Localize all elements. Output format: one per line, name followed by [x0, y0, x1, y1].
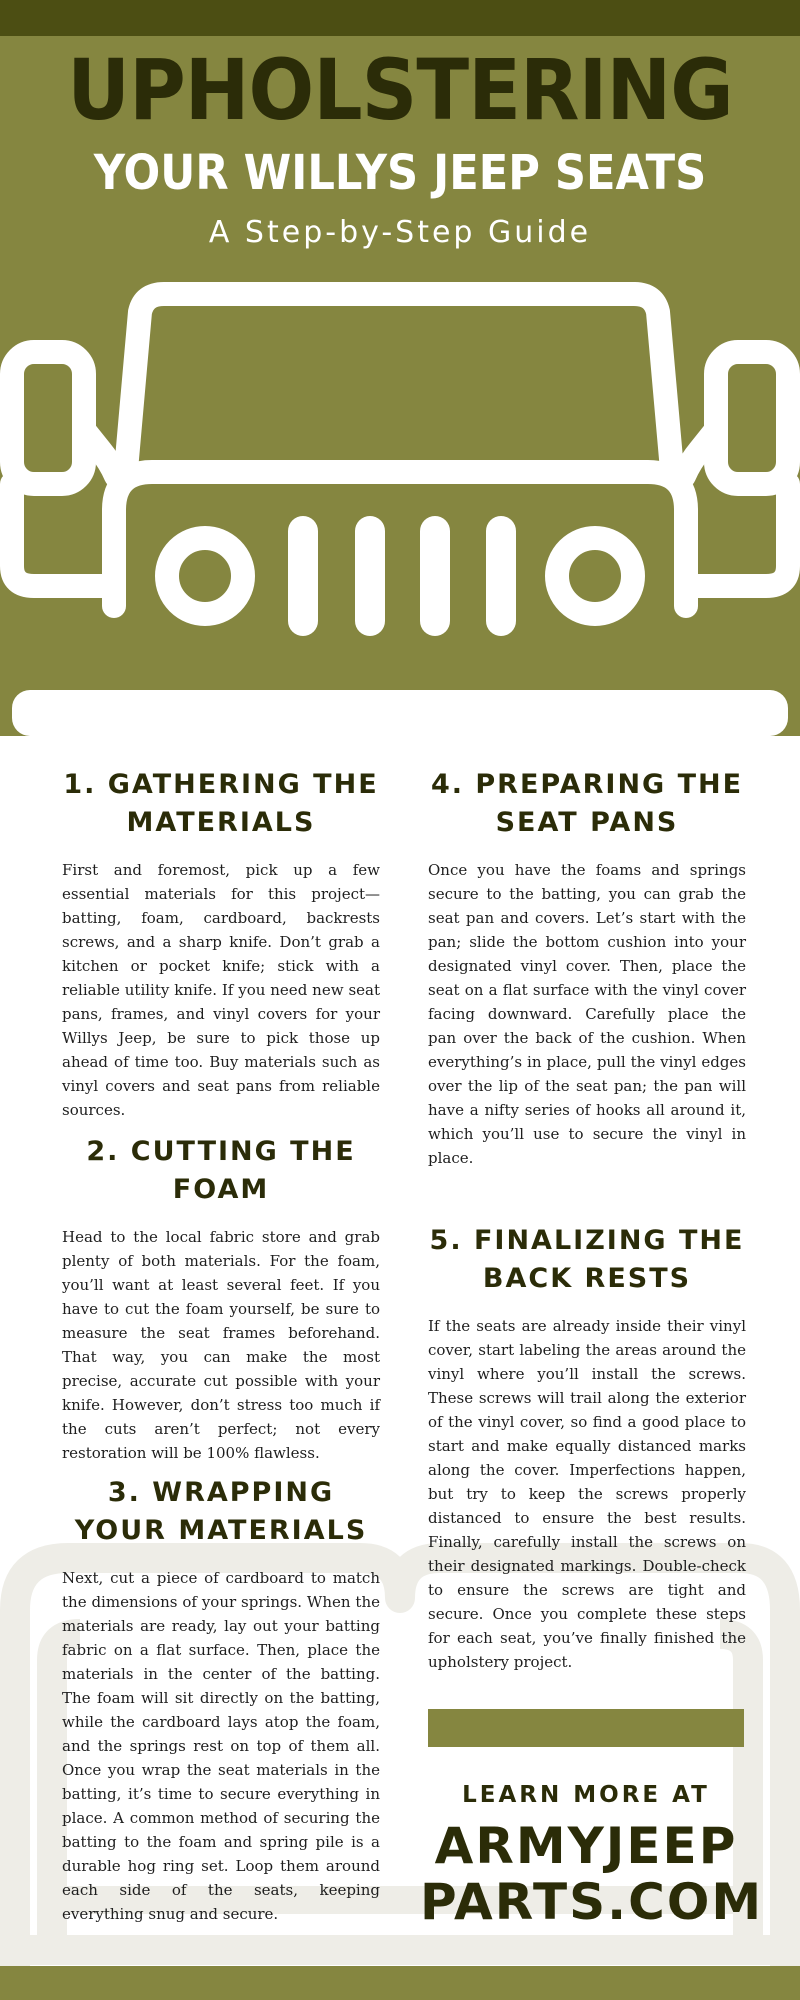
section-finalizing-back-rests [428, 1222, 746, 1674]
jeep-front-icon [0, 280, 800, 736]
cta-label: LEARN MORE AT [462, 1782, 710, 1808]
section-gathering-materials [62, 766, 380, 1122]
section-cutting-foam [62, 1133, 380, 1465]
section-body: Head to the local fabric store and grab plenty of both materials. For the foam, you’ll want at least several feet. If you have to cut the foam yourself, be sure to measure the seat frames beforehand. That way, you can make the most precise, accurate cut possible with your knife. However, don’t stress too much if the cuts aren’t perfect; not every restoration will be 100% flawless. [62, 1228, 380, 1462]
section-body: Once you have the foams and springs secure to the batting, you can grab the seat pan and covers. Let’s start with the pan; slide the bottom cushion into your designated vinyl cover. Then, place the seat on a flat surface with the vinyl cover facing downward. Carefully place the pan over the back of the cushion. When everything’s in place, pull the vinyl edges over the lip of the seat pan; the pan will have a nifty series of hooks all around it, which you’ll use to secure the vinyl in place. [428, 861, 746, 1167]
top-bar [0, 0, 800, 36]
cta-divider-bar [428, 1709, 744, 1747]
section-body: Next, cut a piece of cardboard to match the dimensions of your springs. When the materials are ready, lay out your batting fabric on a flat surface. Then, place the materials in the center of the batting. The foam will sit directly on the batting, while the cardboard lays atop the foam, and the springs rest on top of them all. Once you wrap the seat materials in the batting, it’s time to secure everything in place. A common method of securing the batting to the foam and spring pile is a durable hog ring set. Loop them around each side of the seats, keeping everything snug and secure. [62, 1569, 380, 1923]
cta-site-line-2: PARTS.COM [420, 1873, 764, 1931]
bottom-bar [0, 1966, 800, 2000]
page-tagline: A Step-by-Step Guide [208, 215, 592, 250]
cta-site-line-1: ARMYJEEP [434, 1817, 738, 1875]
section-title: 4. PREPARING THE SEAT PANS [430, 769, 744, 838]
page-subtitle: YOUR WILLYS JEEP SEATS [93, 145, 707, 201]
section-title: 5. FINALIZING THE BACK RESTS [429, 1225, 745, 1294]
section-title: 3. WRAPPING YOUR MATERIALS [74, 1477, 368, 1546]
section-body: If the seats are already inside their vinyl cover, start labeling the areas around the vinyl where you’ll install the screws. These screws will trail along the exterior of the vinyl cover, so find a good place to start and make equally distanced marks along the cover. Imperfections happen, but try to keep the screws properly distanced to ensure the best results. Finally, carefully install the screws on their designated markings. Double-check to ensure the screws are tight and secure. Once you complete these steps for each seat, you’ve finally finished the upholstery project. [428, 1317, 746, 1671]
page-title: UPHOLSTERING [67, 41, 733, 139]
section-preparing-seat-pans [428, 766, 746, 1170]
section-title: 2. CUTTING THE FOAM [86, 1136, 356, 1205]
section-title: 1. GATHERING THE MATERIALS [63, 769, 379, 838]
section-body: First and foremost, pick up a few essential materials for this project—batting, foam, cardboard, backrests screws, and a sharp knife. Don’t grab a kitchen or pocket knife; stick with a reliable utility knife. If you need new seat pans, frames, and vinyl covers for your Willys Jeep, be sure to pick those up ahead of time too. Buy materials such as vinyl covers and seat pans from reliable sources. [62, 861, 380, 1119]
section-wrapping-materials [62, 1474, 380, 1926]
cta-website-link[interactable] [420, 1817, 764, 1931]
